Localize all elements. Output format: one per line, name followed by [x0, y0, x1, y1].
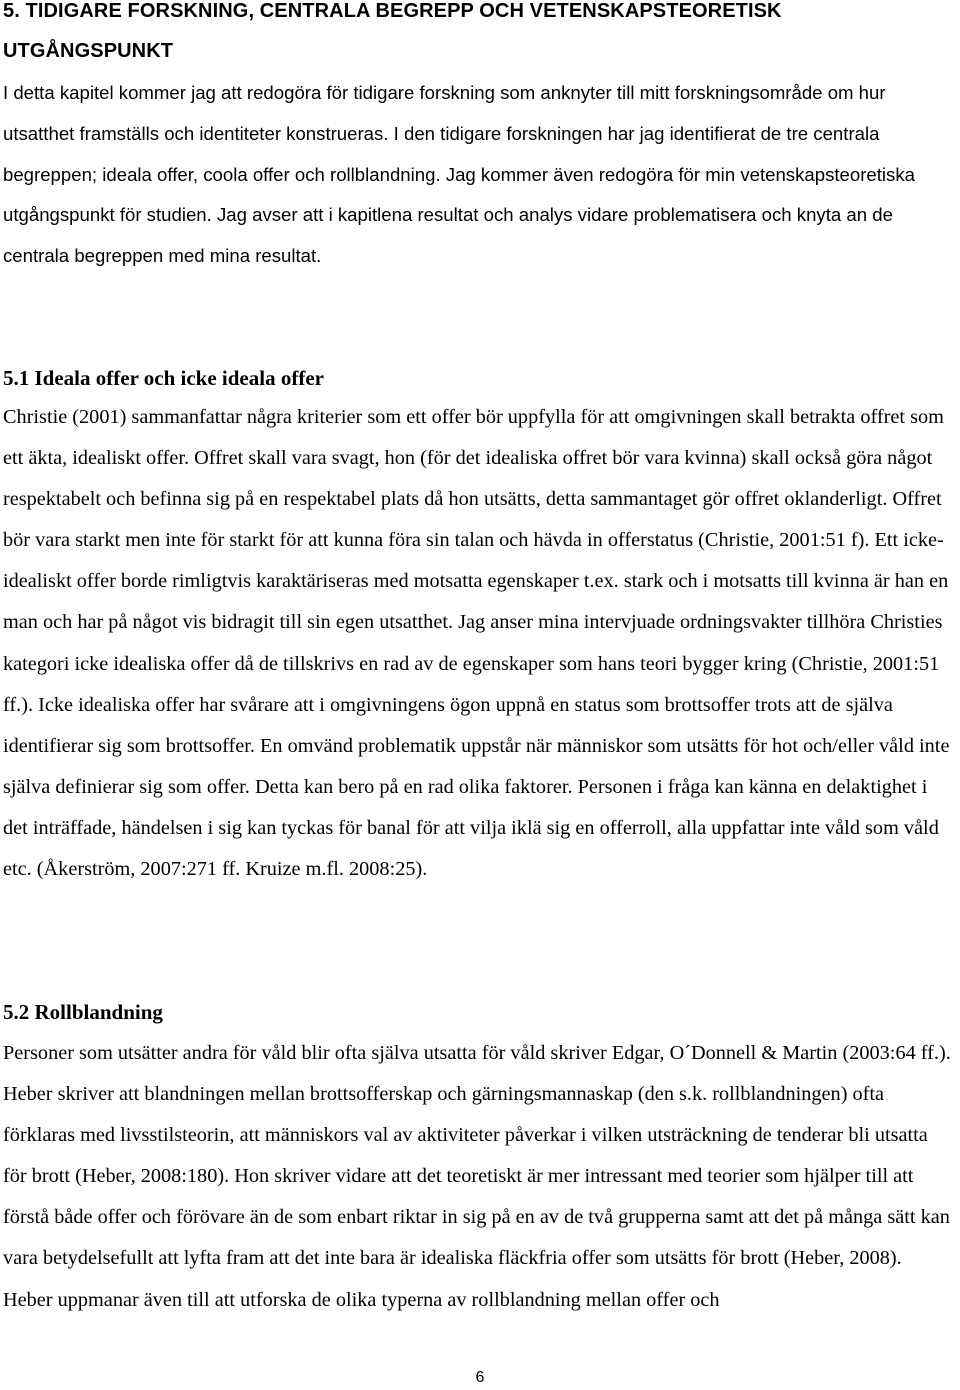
section-5-1-paragraph: Christie (2001) sammanfattar några kriterier som ett offer bör uppfylla för att omgivningen skall betrakta offret som ett äkta, idealiskt offer. Offret skall vara svagt, hon (för det idealiska offret bör vara kvinna) skall också göra något respektabelt och befinna sig på en respektabel plats då hon utsätts, detta sammantaget gör offret oklanderligt. Offret bör vara starkt men inte för starkt för att kunna föra sin talan och hävda in offerstatus (Christie, 2001:51 f). Ett icke-idealiskt offer borde rimligtvis karaktäriseras med motsatta egenskaper t.ex. stark och i motsatts till kvinna är han en man och har på något vis bidragit till sin egen utsatthet. Jag anser mina intervjuade ordningsvakter tillhöra Christies kategori icke idealiska offer då de tillskrivs en rad av de egenskaper som hans teori bygger kring (Christie, 2001:51 ff.). Icke idealiska offer har svårare att i omgivningens ögon uppnå en status som brottsoffer trots att de själva identifierar sig som brottsoffer. En omvänd problematik uppstår när människor som utsätts för hot och/eller våld inte själva definierar sig som offer. Detta kan bero på en rad olika faktorer. Personen i fråga kan känna en delaktighet i det inträffade, händelsen i sig kan tyckas för banal för att vilja iklä sig en offerroll, alla uppfattar inte våld som våld etc. (Åkerström, 2007:271 ff. Kruize m.fl. 2008:25). — [3, 406, 950, 881]
chapter-heading: 5. TIDIGARE FORSKNING, CENTRALA BEGREPP OCH VETENSKAPSTEORETISK UTGÅNGSPUNKT — [3, 0, 782, 62]
chapter-intro-paragraph: I detta kapitel kommer jag att redogöra för tidigare forskning som anknyter till mitt forskningsområde om hur utsatthet framställs och identiteter konstrueras. I den tidigare forskningen har jag identifierat de tre centrala begreppen; ideala offer, coola offer och rollblandning. Jag kommer även redogöra för min vetenskapsteoretiska utgångspunkt för studien. Jag avser att i kapitlena resultat och analys vidare problematisera och knyta an de centrala begreppen med mina resultat. — [3, 82, 915, 267]
section-5-1-heading: 5.1 Ideala offer och icke ideala offer — [3, 366, 324, 390]
page-number: 6 — [475, 1369, 485, 1386]
section-5-2-heading: 5.2 Rollblandning — [3, 1000, 163, 1024]
section-5-2-paragraph: Personer som utsätter andra för våld blir ofta själva utsatta för våld skriver Edgar, O´Donnell & Martin (2003:64 ff.). Heber skriver att blandningen mellan brottsofferskap och gärningsmannaskap (den s.k. rollblandningen) ofta förklaras med livsstilsteorin, att människors val av aktiviteter påverkar i vilken utsträckning de tenderar bli utsatta för brott (Heber, 2008:180). Hon skriver vidare att det teoretiskt är mer intressant med teorier som hjälper till att förstå både offer och förövare än de som enbart riktar in sig på en av de två grupperna samt att det på många sätt kan vara betydelsefullt att lyfta fram att det inte bara är idealiska fläckfria offer som utsätts för brott (Heber, 2008). Heber uppmanar även till att utforska de olika typerna av rollblandning mellan offer och — [3, 1042, 951, 1311]
